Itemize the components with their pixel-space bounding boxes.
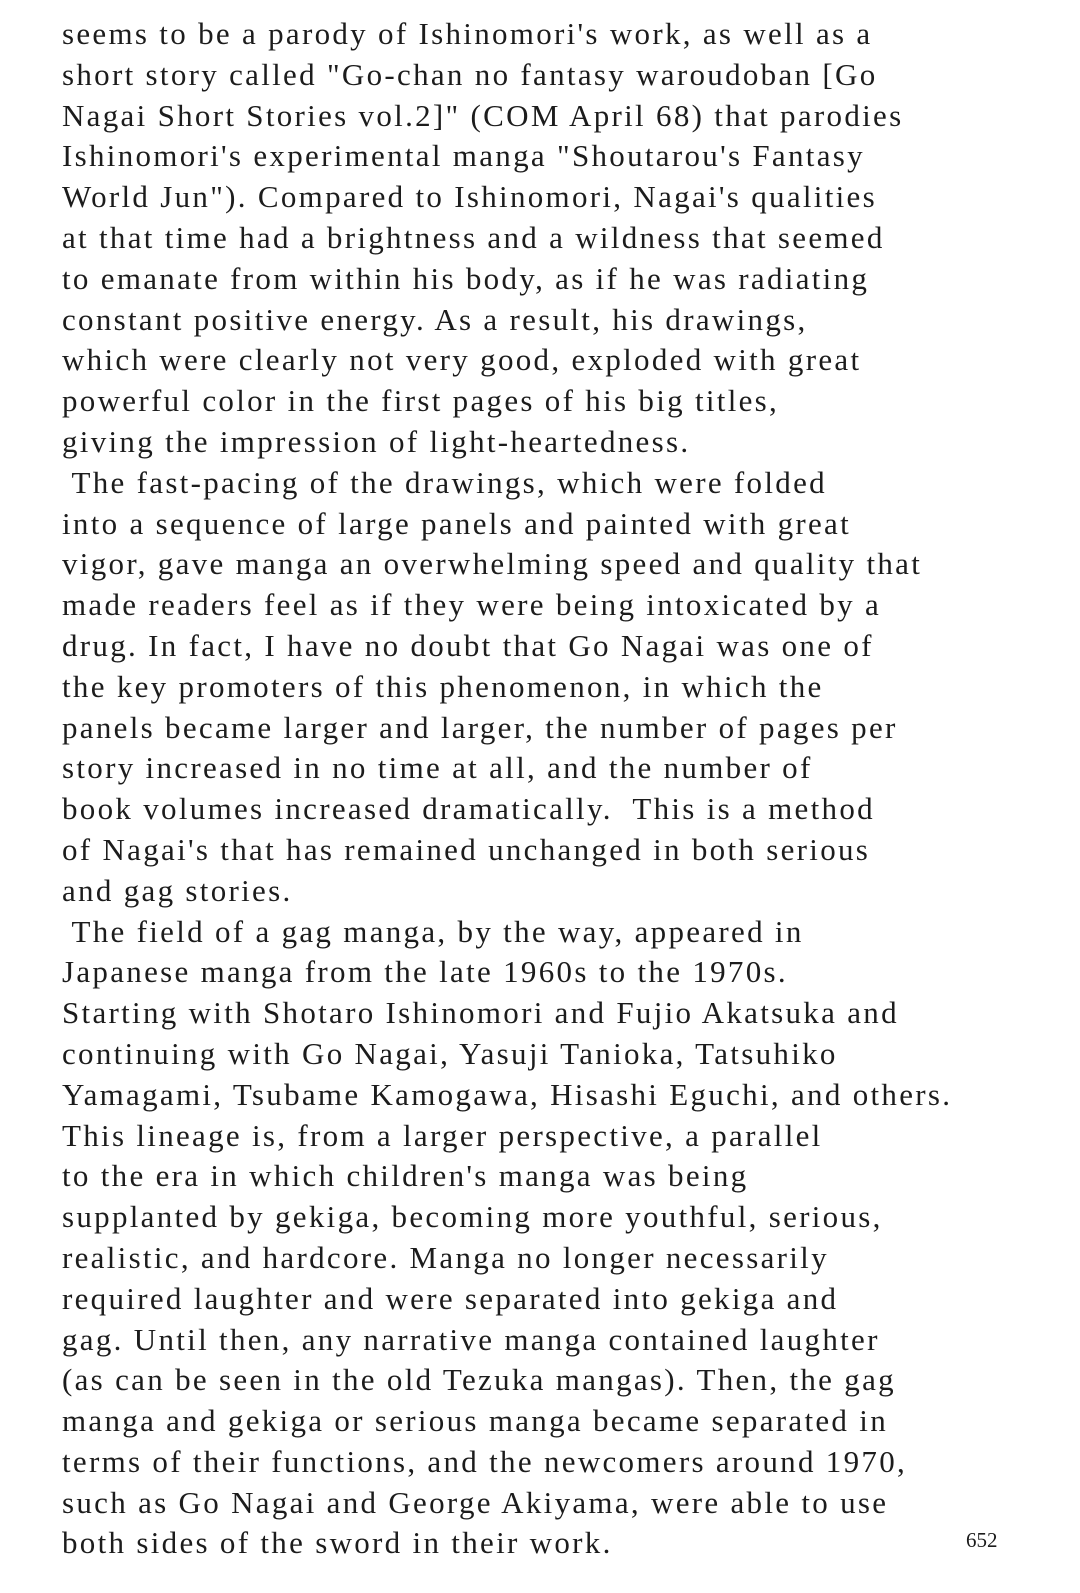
text-line: panels became larger and larger, the number of pages per	[62, 709, 898, 745]
text-line: required laughter and were separated into gekiga and	[62, 1280, 839, 1316]
page-number: 652	[966, 1528, 998, 1552]
text-line: into a sequence of large panels and painted with great	[62, 505, 852, 541]
text-line: made readers feel as if they were being intoxicated by a	[62, 587, 882, 623]
text-line: manga and gekiga or serious manga became separated in	[62, 1403, 888, 1439]
text-line: giving the impression of light-heartedness.	[62, 423, 691, 459]
text-line: which were clearly not very good, exploded with great	[62, 342, 862, 378]
text-line: to the era in which children's manga was being	[62, 1158, 749, 1194]
text-line: (as can be seen in the old Tezuka mangas). Then, the gag	[62, 1362, 896, 1398]
text-line: supplanted by gekiga, becoming more youthful, serious,	[62, 1199, 883, 1235]
text-line: powerful color in the first pages of his big titles,	[62, 383, 780, 419]
text-line: vigor, gave manga an overwhelming speed and quality that	[62, 546, 923, 582]
text-line: This lineage is, from a larger perspective, a parallel	[62, 1117, 823, 1153]
text-line: book volumes increased dramatically. This is a method	[62, 791, 875, 827]
paragraph-start-line: The fast-pacing of the drawings, which were folded	[62, 464, 827, 500]
text-line: the key promoters of this phenomenon, in which the	[62, 668, 824, 704]
text-line: both sides of the sword in their work.	[62, 1525, 613, 1561]
text-line: and gag stories.	[62, 872, 293, 908]
text-line: drug. In fact, I have no doubt that Go Nagai was one of	[62, 627, 874, 663]
text-line: World Jun"). Compared to Ishinomori, Nagai's qualities	[62, 179, 877, 215]
text-line: continuing with Go Nagai, Yasuji Tanioka, Tatsuhiko	[62, 1035, 838, 1071]
text-line: Nagai Short Stories vol.2]" (COM April 68) that parodies	[62, 97, 904, 133]
text-line: terms of their functions, and the newcomers around 1970,	[62, 1443, 908, 1479]
text-line: Yamagami, Tsubame Kamogawa, Hisashi Eguchi, and others.	[62, 1076, 953, 1112]
text-line: realistic, and hardcore. Manga no longer necessarily	[62, 1239, 829, 1275]
text-line: seems to be a parody of Ishinomori's work, as well as a	[62, 16, 873, 51]
text-line: Ishinomori's experimental manga "Shoutarou's Fantasy	[62, 138, 865, 174]
text-line: gag. Until then, any narrative manga contained laughter	[62, 1321, 880, 1357]
text-line: such as Go Nagai and George Akiyama, were able to use	[62, 1484, 889, 1520]
text-line: story increased in no time at all, and the number of	[62, 750, 813, 786]
text-line: short story called "Go-chan no fantasy waroudoban [Go	[62, 56, 878, 92]
text-line: Starting with Shotaro Ishinomori and Fujio Akatsuka and	[62, 995, 899, 1031]
text-line: of Nagai's that has remained unchanged in both serious	[62, 831, 871, 867]
paragraph-start-line: The field of a gag manga, by the way, appeared in	[62, 913, 804, 949]
text-line: at that time had a brightness and a wildness that seemed	[62, 219, 885, 255]
body-text	[62, 14, 1022, 1564]
text-line: constant positive energy. As a result, his drawings,	[62, 301, 808, 337]
text-line: Japanese manga from the late 1960s to the 1970s.	[62, 954, 788, 990]
text-line: to emanate from within his body, as if he was radiating	[62, 260, 870, 296]
